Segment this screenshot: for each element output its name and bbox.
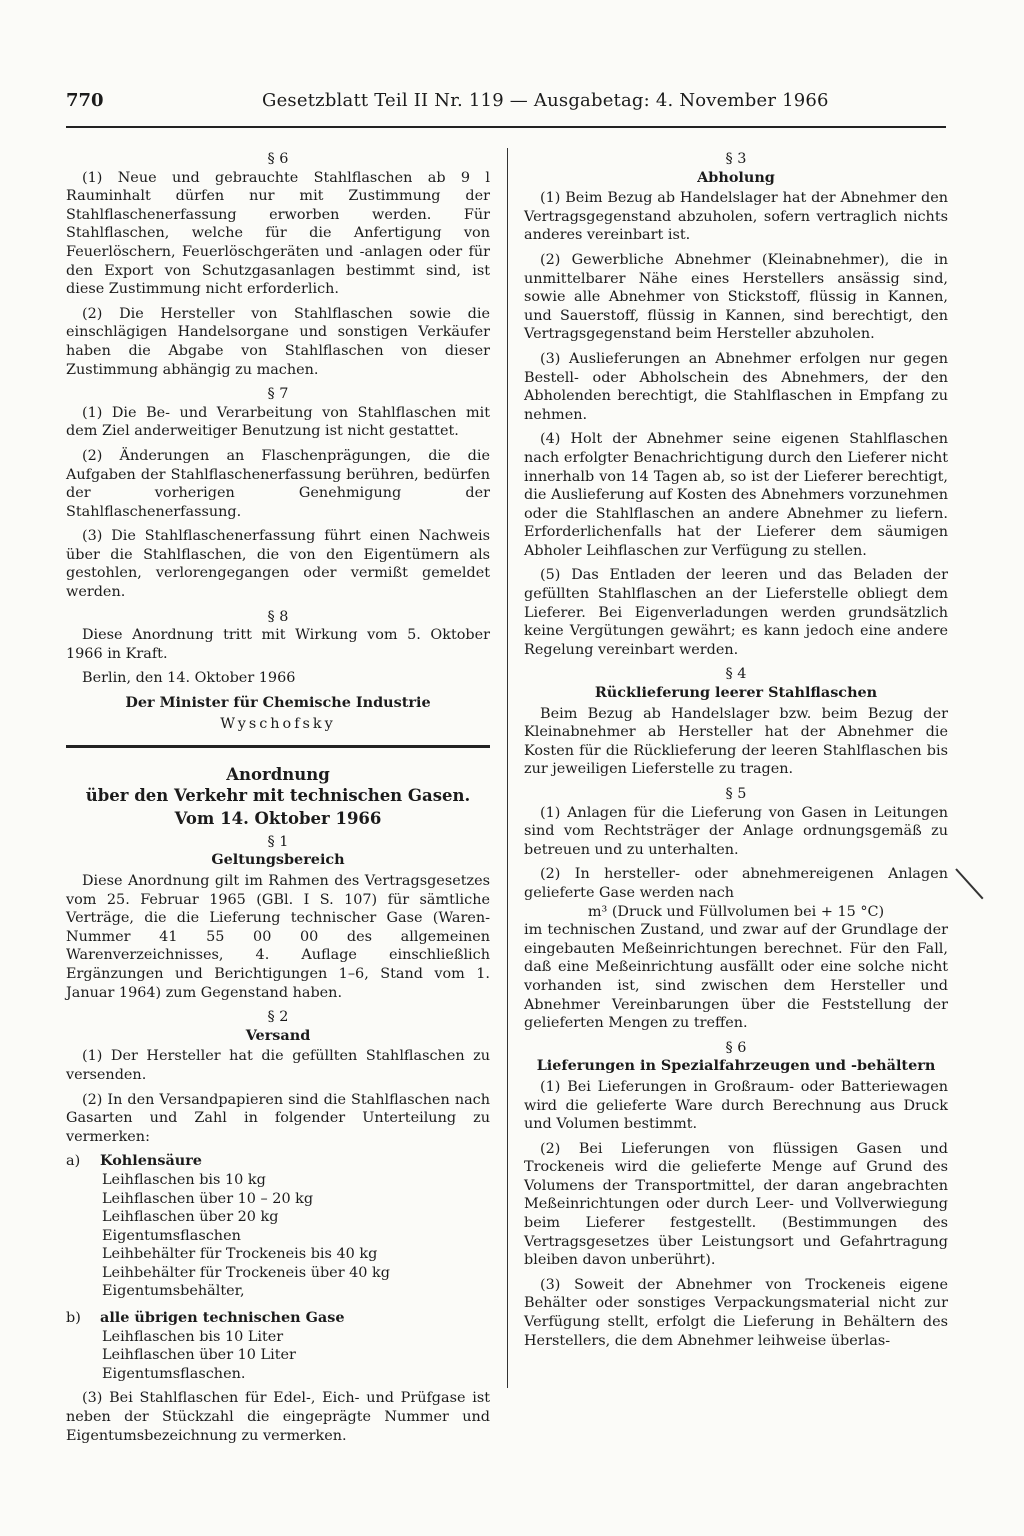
signatory-title: Der Minister für Chemische Industrie — [125, 694, 431, 712]
formula-line: m³ (Druck und Füllvolumen bei + 15 °C) — [587, 903, 885, 920]
paragraph: (1) Anlagen für die Lieferung von Gasen in Leitungen sind vom Rechtsträger der Anlage ordnungsgemäß zu betreuen und zu unterhalten. — [524, 804, 948, 858]
paragraph: (3) Bei Stahlflaschen für Edel-, Eich- und Prüfgase ist neben der Stückzahl die eingeprägte Nummer und Eigentumsbezeichnung zu vermerken. — [66, 1390, 490, 1444]
regulation-title: Anordnung — [226, 765, 330, 785]
list-item: Leihflaschen über 10 – 20 kg — [102, 1190, 314, 1207]
place-date: Berlin, den 14. Oktober 1966 — [82, 670, 296, 687]
section-heading: § 8 — [267, 608, 289, 625]
regulation-date: Vom 14. Oktober 1966 — [174, 809, 382, 829]
list-item: Leihbehälter für Trockeneis über 40 kg — [102, 1264, 390, 1281]
section-heading: § 6 — [267, 151, 289, 167]
paragraph: (4) Holt der Abnehmer seine eigenen Stahlflaschen nach erfolgter Benachrichtigung durch den Lieferer nicht innerhalb von 14 Tagen ab, so ist der Lieferer berechtigt, die Auslieferung auf Kosten des Abnehmers vorzunehmen oder die Stahlflaschen an andere Abnehmer zu liefern. Erforderlichenfalls hat der Lieferer dem säumigen Abholer Leihflaschen zur Verfügung zu stellen. — [524, 431, 948, 559]
paragraph: (1) Bei Lieferungen in Großraum- oder Batteriewagen wird die gelieferte Ware durch Berechnung aus Druck und Volumen bestimmt. — [524, 1078, 948, 1133]
margin-mark — [955, 868, 983, 899]
paragraph: Diese Anordnung tritt mit Wirkung vom 5. Oktober 1966 in Kraft. — [66, 627, 490, 662]
list-label: a) — [66, 1153, 81, 1170]
page-header — [66, 90, 946, 120]
list-item: Leihflaschen bis 10 Liter — [102, 1328, 284, 1345]
paragraph: Beim Bezug ab Handelslager bzw. beim Bezug der Kleinabnehmer ab Hersteller hat der Abnehmer die Kosten für die Rücklieferung der leeren Stahlflaschen bis zur jeweiligen Lieferstelle zu tragen. — [524, 705, 948, 778]
section-title: Lieferungen in Spezialfahrzeugen und -behältern — [536, 1057, 936, 1075]
section-heading: § 6 — [725, 1039, 747, 1056]
list-item: Leihflaschen bis 10 kg — [102, 1171, 266, 1188]
paragraph: (2) In hersteller- oder abnehmereigenen Anlagen gelieferte Gase werden nach — [524, 866, 948, 901]
paragraph: (1) Der Hersteller hat die gefüllten Stahlflaschen zu versenden. — [66, 1048, 490, 1083]
page-number: 770 — [66, 90, 104, 111]
paragraph: (2) Bei Lieferungen von flüssigen Gasen und Trockeneis wird die gelieferte Menge auf Grund des Volumens der Transportmittel, der daran angebrachten Meßeinrichtungen oder durch Leer- und Vollverwiegung beim Lieferer festgestellt. (Bestimmungen des Vertragsgesetzes über Leistungsort und Gefahrtragung bleiben davon unberührt). — [524, 1140, 948, 1269]
paragraph: (2) Gewerbliche Abnehmer (Kleinabnehmer), die in unmittelbarer Nähe eines Herstellers ansässig sind, sowie alle Abnehmer von Stickstoff, flüssig in Kannen, und Sauerstoff, flüssig in Kannen, sind berechtigt, den Vertragsgegenstand beim Hersteller abzuholen. — [524, 251, 948, 343]
section-title: Abholung — [697, 168, 775, 186]
paragraph: (1) Neue und gebrauchte Stahlflaschen ab 9 l Rauminhalt dürfen nur mit Zustimmung der Stahlflaschenerfassung erworben werden. Für Stahlflaschen, welche für die Anfertigung von Feuerlöschern, Feuerlöschgeräten und -anlagen oder für den Export von Schutzgasanlagen bestimmt sind, ist diese Zustimmung nicht erforderlich. — [66, 169, 490, 298]
paragraph: (1) Die Be- und Verarbeitung von Stahlflaschen mit dem Ziel anderweitiger Benutzung ist nicht gestattet. — [66, 404, 490, 440]
list-item: Eigentumsbehälter, — [102, 1283, 245, 1300]
section-title: Rücklieferung leerer Stahlflaschen — [594, 684, 878, 702]
paragraph: (1) Beim Bezug ab Handelslager hat der Abnehmer den Vertragsgegenstand abzuholen, sofern vertraglich nichts anderes vereinbart ist. — [524, 190, 948, 244]
section-heading: § 7 — [267, 386, 289, 403]
column-separator — [507, 148, 508, 1388]
paragraph: (3) Die Stahlflaschenerfassung führt einen Nachweis über die Stahlflaschen, die von den Eigentümern als gestohlen, verlorengegangen oder vermißt gemeldet werden. — [66, 528, 490, 601]
section-heading: § 3 — [725, 151, 747, 167]
list-item: Leihflaschen über 10 Liter — [102, 1347, 296, 1364]
section-title: Versand — [245, 1026, 311, 1044]
section-title: Geltungsbereich — [211, 851, 345, 869]
paragraph: (2) In den Versandpapieren sind die Stahlflaschen nach Gasarten und Zahl in folgender Unterteilung zu vermerken: — [66, 1091, 490, 1145]
paragraph: im technischen Zustand, und zwar auf der Grundlage der eingebauten Meßeinrichtungen berechnet. Für den Fall, daß eine Meßeinrichtung ausfällt oder eine solche nicht vorhanden ist, sind zwischen dem Hersteller und Abnehmer Vereinbarungen über die Feststellung der gelieferten Mengen zu treffen. — [524, 922, 948, 1032]
section-heading: § 4 — [725, 666, 747, 683]
left-column — [66, 150, 490, 1451]
list-item: Eigentumsflaschen — [102, 1227, 241, 1244]
paragraph: Diese Anordnung gilt im Rahmen des Vertragsgesetzes vom 25. Februar 1965 (GBl. I S. 107) für sämtliche Verträge, die die Lieferung technischer Gase (Waren-Nummer 41 55 00 00 des allgemeinen Warenverzeichnisses, 4. Auflage einschließlich Ergänzungen und Berichtigungen 1–6, Stand vom 1. Januar 1964) zum Gegenstand haben. — [66, 873, 490, 1001]
list-item: Eigentumsflaschen. — [102, 1365, 246, 1382]
section-heading: § 1 — [267, 833, 289, 850]
section-heading: § 5 — [725, 786, 747, 802]
list-heading: a) Kohlensäure — [66, 1152, 202, 1170]
running-head: Gesetzblatt Teil II Nr. 119 — Ausgabetag: 4. November 1966 — [262, 90, 829, 111]
signatory-name: Wyschofsky — [220, 715, 336, 732]
list-item: Leihbehälter für Trockeneis bis 40 kg — [102, 1246, 378, 1263]
divider-rule — [66, 745, 490, 748]
regulation-subtitle: über den Verkehr mit technischen Gasen. — [85, 786, 471, 806]
paragraph: (5) Das Entladen der leeren und das Beladen der gefüllten Stahlflaschen an der Lieferstelle obliegt dem Lieferer. Bei Eigenverladungen werden grundsätzlich keine Vergütungen gewährt; es kann jedoch eine andere Regelung vereinbart werden. — [524, 567, 948, 658]
paragraph: (3) Auslieferungen an Abnehmer erfolgen nur gegen Bestell- oder Abholschein des Abnehmers, der den Abholenden berechtigt, die Stahlflaschen in Empfang zu nehmen. — [524, 350, 948, 423]
list-heading: b) alle übrigen technischen Gase — [66, 1309, 345, 1327]
paragraph: (3) Soweit der Abnehmer von Trockeneis eigene Behälter oder sonstiges Verpackungsmaterial nicht zur Verfügung stellt, erfolgt die Lieferung in Behältern des Herstellers, die dem Abnehmer leihweise überlas- — [524, 1276, 948, 1349]
header-rule — [66, 126, 946, 128]
paragraph: (2) Die Hersteller von Stahlflaschen sowie die einschlägigen Handelsorgane und sonstigen Verkäufer haben die Abgabe von Stahlflaschen von dieser Zustimmung abhängig zu machen. — [66, 305, 490, 378]
section-heading: § 2 — [267, 1009, 289, 1026]
list-item: Leihflaschen über 20 kg — [102, 1209, 279, 1226]
paragraph: (2) Änderungen an Flaschenprägungen, die die Aufgaben der Stahlflaschenerfassung berühren, bedürfen der vorherigen Genehmigung der Stahlflaschenerfassung. — [66, 447, 490, 520]
right-column — [524, 150, 948, 1356]
list-label: b) — [66, 1310, 81, 1327]
